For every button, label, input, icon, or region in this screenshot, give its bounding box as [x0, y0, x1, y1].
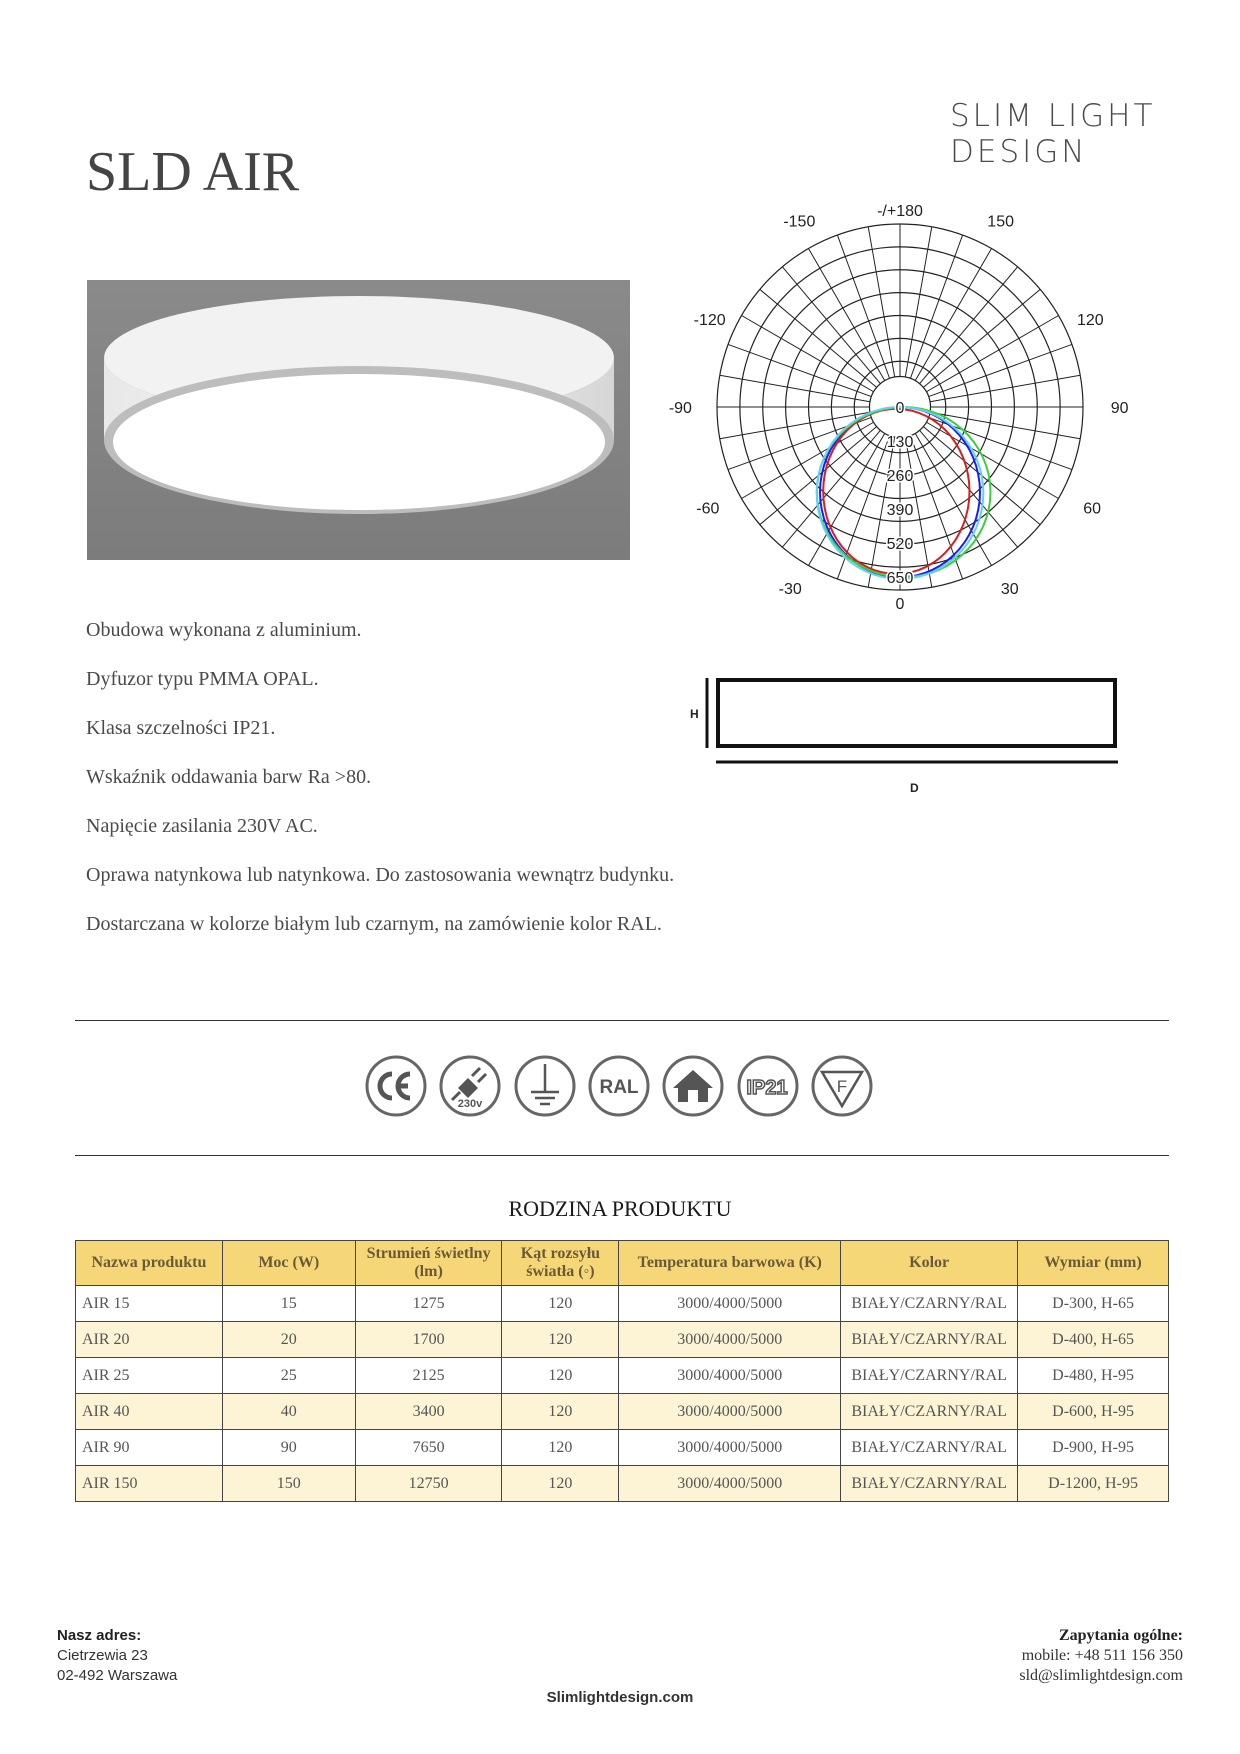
product-table [75, 1240, 1169, 1502]
polar-radial-label: 130 [886, 434, 914, 452]
f-mark-label: F [836, 1077, 848, 1096]
table-cell: 3000/4000/5000 [619, 1466, 841, 1502]
table-cell: 7650 [355, 1430, 502, 1466]
polar-angle-label: 30 [1000, 581, 1019, 599]
table-cell: 120 [502, 1466, 619, 1502]
divider [75, 1020, 1169, 1021]
table-cell: AIR 25 [76, 1358, 223, 1394]
polar-angle-label: 90 [1110, 400, 1129, 417]
polar-angle-label: 0 [895, 595, 905, 613]
polar-angle-label: -90 [668, 400, 692, 417]
table-row [76, 1322, 1169, 1358]
table-cell: 120 [502, 1286, 619, 1322]
column-header: Kolor [841, 1241, 1018, 1286]
table-cell: AIR 15 [76, 1286, 223, 1322]
plug-230v-label: 230v [458, 1098, 483, 1110]
address-heading: Nasz adres: [57, 1627, 142, 1644]
table-cell: 12750 [355, 1466, 502, 1502]
table-cell: AIR 150 [76, 1466, 223, 1502]
ip21-icon [736, 1054, 800, 1118]
table-cell: 120 [502, 1394, 619, 1430]
table-cell: 3000/4000/5000 [619, 1430, 841, 1466]
table-row [76, 1358, 1169, 1394]
table-row [76, 1430, 1169, 1466]
polar-angle-label: 150 [987, 213, 1015, 231]
table-row [76, 1394, 1169, 1430]
polar-angle-label: 120 [1076, 312, 1104, 330]
ce-icon [364, 1054, 428, 1118]
ground-icon [513, 1054, 577, 1118]
table-cell: 3000/4000/5000 [619, 1394, 841, 1430]
height-label: H [690, 707, 699, 721]
polar-grid-spoke [930, 375, 1080, 401]
table-cell: 15 [222, 1286, 355, 1322]
polar-grid-spoke [923, 289, 1040, 387]
table-cell: 40 [222, 1394, 355, 1430]
table-cell: BIAŁY/CZARNY/RAL [841, 1358, 1018, 1394]
polar-grid-spoke [720, 375, 870, 401]
polar-grid-spoke [905, 227, 931, 377]
table-row [76, 1466, 1169, 1502]
polar-angle-label: -60 [696, 500, 720, 518]
polar-angle-label: -150 [783, 213, 816, 231]
polar-radial-label: 390 [886, 502, 914, 520]
website-link[interactable]: Slimlightdesign.com [546, 1689, 694, 1706]
page-title: SLD AIR [86, 141, 300, 203]
polar-radial-label: 260 [886, 468, 914, 486]
table-cell: D-480, H-95 [1018, 1358, 1169, 1394]
table-cell: BIAŁY/CZARNY/RAL [841, 1286, 1018, 1322]
column-header: Nazwa produktu [76, 1241, 223, 1286]
table-header-row [76, 1241, 1169, 1286]
polar-grid-spoke [782, 267, 880, 384]
address-street: Cietrzewia 23 [57, 1647, 148, 1664]
polar-grid-spoke [868, 227, 894, 377]
table-cell: 120 [502, 1430, 619, 1466]
table-cell: AIR 40 [76, 1394, 223, 1430]
footer-contact [1019, 1626, 1183, 1686]
column-header: Kąt rozsyłu światła (◦) [502, 1241, 619, 1286]
description-line: Wskaźnik oddawania barw Ra >80. [86, 766, 372, 788]
diameter-label: D [910, 781, 919, 795]
contact-email[interactable]: sld@slimlightdesign.com [1019, 1667, 1183, 1684]
table-cell: D-900, H-95 [1018, 1430, 1169, 1466]
table-cell: 120 [502, 1322, 619, 1358]
description-line: Oprawa natynkowa lub natynkowa. Do zastosowania wewnątrz budynku. [86, 864, 675, 886]
polar-radial-label: 0 [895, 400, 905, 417]
ral-label: RAL [599, 1077, 639, 1098]
table-cell: 90 [222, 1430, 355, 1466]
table-cell: AIR 90 [76, 1430, 223, 1466]
contact-mobile[interactable]: mobile: +48 511 156 350 [1021, 1647, 1183, 1664]
table-cell: BIAŁY/CZARNY/RAL [841, 1394, 1018, 1430]
table-cell: AIR 20 [76, 1322, 223, 1358]
table-cell: 3000/4000/5000 [619, 1322, 841, 1358]
description-line: Klasa szczelności IP21. [86, 717, 276, 739]
table-cell: 120 [502, 1358, 619, 1394]
indoor-house-icon [661, 1054, 725, 1118]
brand-logo: SLIM LIGHT DESIGN [950, 98, 1156, 170]
polar-grid-spoke [760, 289, 877, 387]
table-cell: 150 [222, 1466, 355, 1502]
polar-radial-label: 520 [886, 536, 914, 554]
table-cell: 2125 [355, 1358, 502, 1394]
description-line: Dyfuzor typu PMMA OPAL. [86, 668, 319, 690]
column-header: Wymiar (mm) [1018, 1241, 1169, 1286]
description-line: Dostarczana w kolorze białym lub czarnym, na zamówienie kolor RAL. [86, 913, 662, 935]
table-cell: D-600, H-95 [1018, 1394, 1169, 1430]
contact-heading: Zapytania ogólne: [1058, 1627, 1183, 1644]
table-cell: D-300, H-65 [1018, 1286, 1169, 1322]
column-header: Moc (W) [222, 1241, 355, 1286]
ral-icon [587, 1054, 651, 1118]
table-cell: BIAŁY/CZARNY/RAL [841, 1430, 1018, 1466]
divider [75, 1155, 1169, 1156]
table-cell: 3000/4000/5000 [619, 1358, 841, 1394]
table-cell: 1275 [355, 1286, 502, 1322]
address-city: 02-492 Warszawa [57, 1667, 178, 1684]
table-cell: BIAŁY/CZARNY/RAL [841, 1322, 1018, 1358]
certification-icons [364, 1054, 874, 1116]
table-cell: 1700 [355, 1322, 502, 1358]
footer-address [57, 1626, 177, 1686]
table-cell: D-400, H-65 [1018, 1322, 1169, 1358]
column-header: Strumień świetlny (lm) [355, 1241, 502, 1286]
plug-230v-icon [438, 1054, 502, 1118]
table-row [76, 1286, 1169, 1322]
polar-angle-label: -30 [778, 581, 802, 599]
ceiling-lamp-illustration [87, 280, 630, 560]
table-cell: D-1200, H-95 [1018, 1466, 1169, 1502]
description-line: Obudowa wykonana z aluminium. [86, 619, 362, 641]
ip21-label: IP21 [746, 1077, 788, 1099]
polar-angle-label: -120 [693, 312, 726, 330]
polar-radial-label: 650 [886, 570, 914, 588]
table-cell: 3000/4000/5000 [619, 1286, 841, 1322]
f-mark-icon [810, 1054, 874, 1118]
table-cell: 20 [222, 1322, 355, 1358]
table-title: RODZINA PRODUKTU [508, 1196, 732, 1221]
product-photo [87, 280, 630, 560]
polar-angle-label: 60 [1083, 500, 1102, 518]
polar-angle-label: -/+180 [877, 203, 923, 220]
polar-diagram [660, 200, 1140, 645]
column-header: Temperatura barwowa (K) [619, 1241, 841, 1286]
table-cell: BIAŁY/CZARNY/RAL [841, 1466, 1018, 1502]
polar-grid-spoke [920, 267, 1018, 384]
description-line: Napięcie zasilania 230V AC. [86, 815, 318, 837]
table-cell: 25 [222, 1358, 355, 1394]
table-cell: 3400 [355, 1394, 502, 1430]
dimension-diagram [680, 670, 1130, 805]
